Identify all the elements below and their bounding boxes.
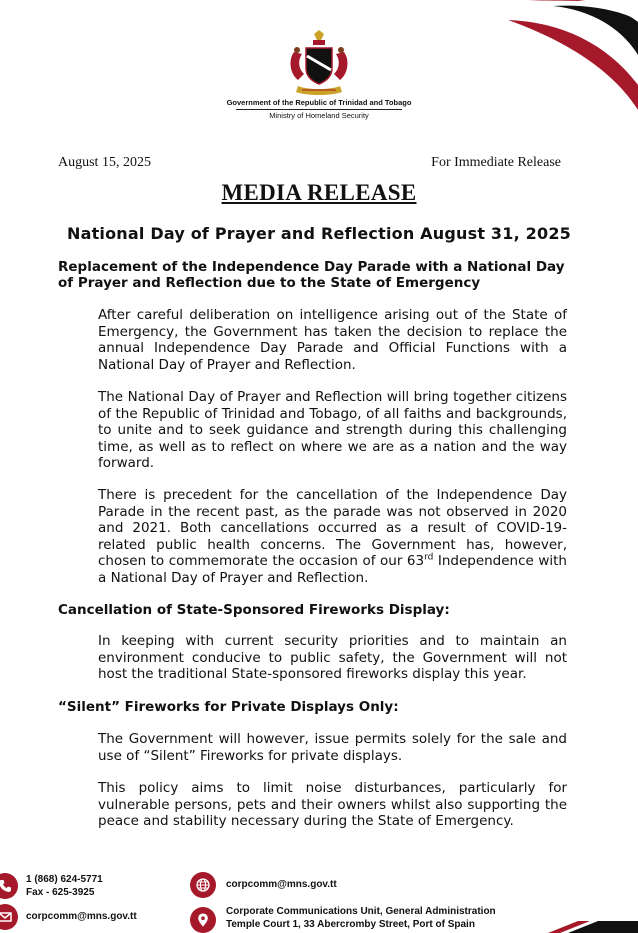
location-pin-icon [190, 907, 216, 933]
paragraph: The National Day of Prayer and Reflection will bring together citizens of the Republic of Trinidad and Tobago, of all faiths and backgrounds, to unite and to seek guidance and strength during this challenging time, as well as to reflect on where we are as a nation and the way forward. [98, 389, 567, 472]
section-heading-replacement: Replacement of the Independence Day Parade with a National Day of Prayer and Reflection due to the State of Emergency [58, 259, 565, 291]
paragraph: After careful deliberation on intelligence arising out of the State of Emergency, the Government has taken the decision to replace the annual Independence Day Parade and Official Functions with a National Day of Prayer and Reflection. [98, 307, 567, 373]
paragraph [98, 487, 567, 587]
contact-phone-block [26, 874, 103, 899]
phone-icon [0, 873, 18, 899]
paragraph-text: There is precedent for the cancellation of the Independence Day Parade in the recent past, as the parade was not observed in 2020 and 2021. Both cancellations occurred as a result of COVID-19-related public health concerns. The Government has, however, chosen to commemorate the occasion of our 63 [98, 487, 567, 570]
paragraph-text: Independence with a National Day of Prayer and Reflection. [98, 553, 567, 586]
section-heading-silent-fireworks: “Silent” Fireworks for Private Displays Only: [58, 699, 399, 715]
government-name: Government of the Republic of Trinidad and Tobago [226, 98, 412, 107]
footer-corner-graphic [538, 921, 638, 933]
contact-email[interactable]: corpcomm@mns.gov.tt [26, 911, 137, 922]
email-icon [0, 904, 18, 930]
coat-of-arms-logo [284, 30, 354, 98]
phone-number: 1 (868) 624-5771 [26, 874, 103, 885]
header-swoosh-graphic [378, 0, 638, 110]
release-date: August 15, 2025 [58, 155, 151, 170]
ordinal-suffix: rd [424, 552, 434, 563]
release-type: For Immediate Release [431, 155, 561, 170]
ministry-name: Ministry of Homeland Security [269, 111, 369, 120]
release-headline: National Day of Prayer and Reflection August 31, 2025 [67, 224, 571, 243]
address-line: Corporate Communications Unit, General Administration [226, 906, 496, 917]
paragraph: The Government will however, issue permits solely for the sale and use of “Silent” Fireworks for private displays. [98, 731, 567, 764]
address-line: Temple Court 1, 33 Abercromby Street, Port of Spain [226, 918, 475, 930]
fax-number: Fax - 625-3925 [26, 886, 95, 898]
document-title: MEDIA RELEASE [221, 180, 417, 205]
paragraph: In keeping with current security priorities and to maintain an environment conducive to public safety, the Government will not host the traditional State-sponsored fireworks display this year. [98, 633, 567, 683]
paragraph: This policy aims to limit noise disturbances, particularly for vulnerable persons, pets and their owners whilst also supporting the peace and stability necessary during the State of Emergency. [98, 780, 567, 830]
contact-address [226, 906, 496, 931]
header-divider [236, 109, 402, 110]
contact-website[interactable]: corpcomm@mns.gov.tt [226, 879, 337, 890]
section-heading-fireworks: Cancellation of State-Sponsored Fireworks Display: [58, 602, 450, 618]
globe-icon [190, 872, 216, 898]
